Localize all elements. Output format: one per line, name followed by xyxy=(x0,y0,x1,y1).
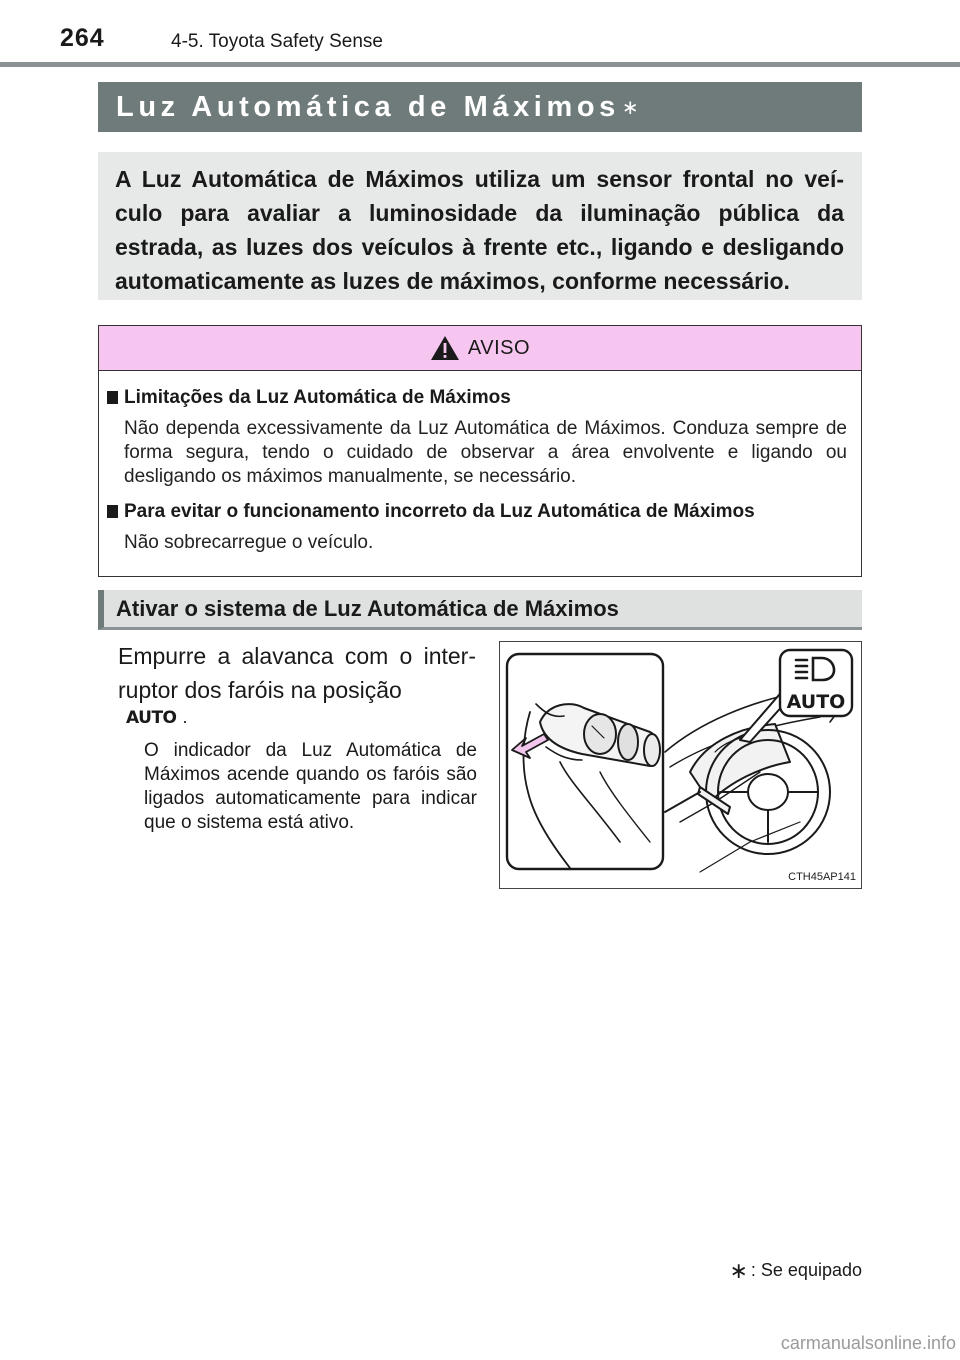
auto-position-symbol: AUTO xyxy=(126,707,177,728)
section-heading xyxy=(98,590,862,630)
running-head: 4-5. Toyota Safety Sense xyxy=(171,31,383,52)
page-number: 264 xyxy=(60,24,105,52)
warning-body xyxy=(99,371,861,555)
equipped-marker: ∗ xyxy=(621,96,639,119)
warning-header xyxy=(99,326,861,371)
watermark: carmanualsonline.info xyxy=(780,1333,956,1353)
warning-item-text: Não dependa excessivamente da Luz Automática de Máximos. Conduza sempre de forma segura, tendo o cuidado de observar a área envolvente e ligando ou desligando os máximos manualmente, se necessário. xyxy=(124,418,847,487)
lever-drawing xyxy=(500,642,861,888)
title-bar xyxy=(98,82,862,132)
warning-item-title: Limitações da Luz Automática de Máximos xyxy=(107,387,847,409)
warning-box xyxy=(98,325,862,577)
indicator-description: O indicador da Luz Automática de Máximos acende quando os faróis são ligados automaticamente para indicar que o sistema está ativo. xyxy=(144,740,477,833)
figure-code: CTH45AP141 xyxy=(788,871,856,883)
warning-label: AVISO xyxy=(467,336,531,359)
auto-indicator-label: AUTO xyxy=(786,691,846,713)
asterisk-icon: ∗ xyxy=(729,1258,748,1283)
auto-position-line xyxy=(126,707,188,728)
warning-item-title: Para evitar o funcionamento incorreto da Luz Automática de Máximos xyxy=(107,501,847,523)
section-title: Ativar o sistema de Luz Automática de Máximos xyxy=(116,595,619,621)
warning-triangle-icon xyxy=(430,335,460,361)
sentence-end: . xyxy=(182,707,188,727)
warning-item-text: Não sobrecarregue o veículo. xyxy=(124,532,374,553)
lever-illustration xyxy=(499,641,862,889)
footnote-text: : Se equipado xyxy=(750,1259,862,1280)
footnote xyxy=(729,1258,862,1282)
page-title: Luz Automática de Máximos xyxy=(116,90,620,123)
step-instruction: Empurre a alavanca com o inter-ruptor dos faróis na posição xyxy=(118,643,476,703)
square-bullet-icon xyxy=(107,505,118,518)
square-bullet-icon xyxy=(107,391,118,404)
header-rule xyxy=(0,62,960,67)
intro-paragraph: A Luz Automática de Máximos utiliza um sensor frontal no veí-culo para avaliar a luminosidade da iluminação pública da estrada, as luzes dos veículos à frente etc., ligando e desligando automaticamente as luzes de máximos, conforme necessário. xyxy=(98,152,862,300)
